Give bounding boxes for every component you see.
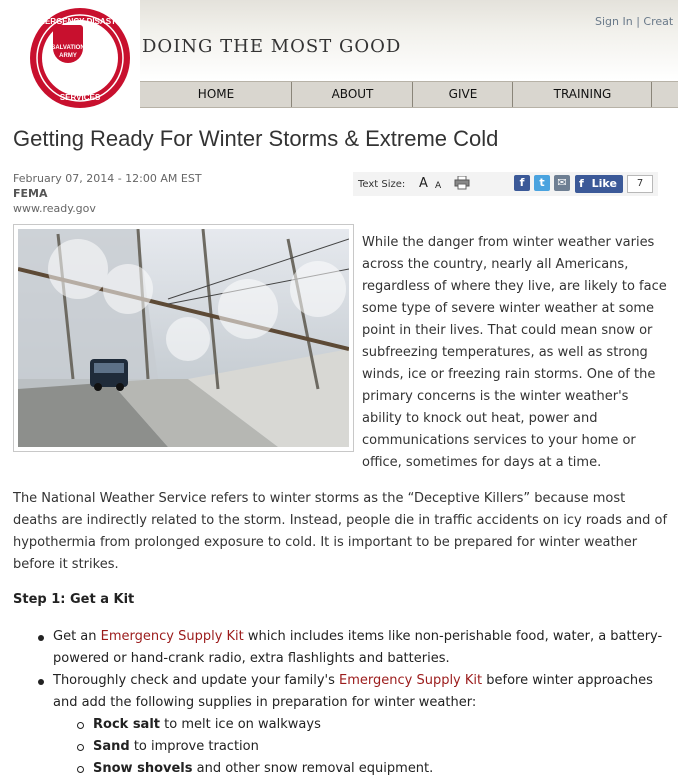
- article-date: February 07, 2014 - 12:00 AM EST: [13, 172, 202, 185]
- nav-training[interactable]: TRAINING: [553, 87, 612, 101]
- list-item: Thoroughly check and update your family's Emergency Supply Kit before winter approaches and add the following supplies in preparation for winter weather:: [13, 670, 673, 714]
- print-icon[interactable]: [454, 176, 470, 190]
- facebook-share-icon[interactable]: f: [514, 175, 530, 191]
- salvation-army-logo[interactable]: [30, 8, 130, 108]
- svg-text:SALVATION: SALVATION: [51, 45, 85, 51]
- nav-about[interactable]: ABOUT: [331, 87, 374, 101]
- article-meta: [13, 171, 202, 216]
- emergency-supply-kit-link[interactable]: Emergency Supply Kit: [100, 629, 244, 644]
- email-share-icon[interactable]: ✉: [554, 175, 570, 191]
- text-size-large-button[interactable]: A: [419, 176, 428, 191]
- nav-home[interactable]: HOME: [197, 87, 235, 101]
- text-size-small-button[interactable]: A: [435, 181, 442, 191]
- deceptive-killers-paragraph: The National Weather Service refers to winter storms as the “Deceptive Killers” because most deaths are indirectly related to the storm. Instead, people die in traffic accidents on icy roads and of hypothermia from prolonged exposure to cold. It is important to be prepared for winter weather before it strikes.: [13, 491, 668, 572]
- facebook-like-button[interactable]: f Like: [575, 175, 623, 193]
- svg-text:ARMY: ARMY: [59, 53, 77, 59]
- text-size-label: Text Size:: [358, 179, 406, 190]
- intro-paragraph: While the danger from winter weather varies across the country, nearly all Americans, regardless of where they live, are likely to face some type of severe winter weather at some point in their lives. That could mean snow or subfreezing temperatures, as well as strong winds, ice or freezing rain storms. One of the primary concerns is the winter weather's ability to knock out heat, power and communications services to your home or office, sometimes for days at a time.: [362, 235, 667, 470]
- site-tagline: DOING THE MOST GOOD: [142, 36, 402, 57]
- list-item: Get an Emergency Supply Kit which includes items like non-perishable food, water, a battery-powered or hand-crank radio, extra flashlights and batteries.: [13, 626, 673, 670]
- article-source: FEMA: [13, 187, 48, 200]
- sub-list-item: Snow shovels and other snow removal equipment.: [13, 758, 673, 780]
- icy-road-image: [18, 229, 349, 447]
- article-photo: [13, 224, 354, 452]
- kit-list: [13, 626, 673, 780]
- nav-give[interactable]: GIVE: [448, 87, 478, 101]
- svg-text:SERVICES: SERVICES: [59, 93, 101, 102]
- article-title: Getting Ready For Winter Storms & Extreme Cold: [13, 126, 499, 151]
- step1-heading: Step 1: Get a Kit: [13, 592, 135, 607]
- twitter-share-icon[interactable]: t: [534, 175, 550, 191]
- sub-list-item: Rock salt to melt ice on walkways: [13, 714, 673, 736]
- main-nav: [140, 81, 678, 108]
- like-count: 7: [627, 175, 653, 193]
- account-links[interactable]: Sign In | Creat: [595, 15, 674, 28]
- article-source-url: www.ready.gov: [13, 202, 96, 215]
- svg-text:EMERGENCY DISASTER: EMERGENCY DISASTER: [32, 17, 128, 26]
- sub-list-item: Sand to improve traction: [13, 736, 673, 758]
- article-toolbar: [353, 172, 658, 196]
- emergency-supply-kit-link-2[interactable]: Emergency Supply Kit: [339, 673, 483, 688]
